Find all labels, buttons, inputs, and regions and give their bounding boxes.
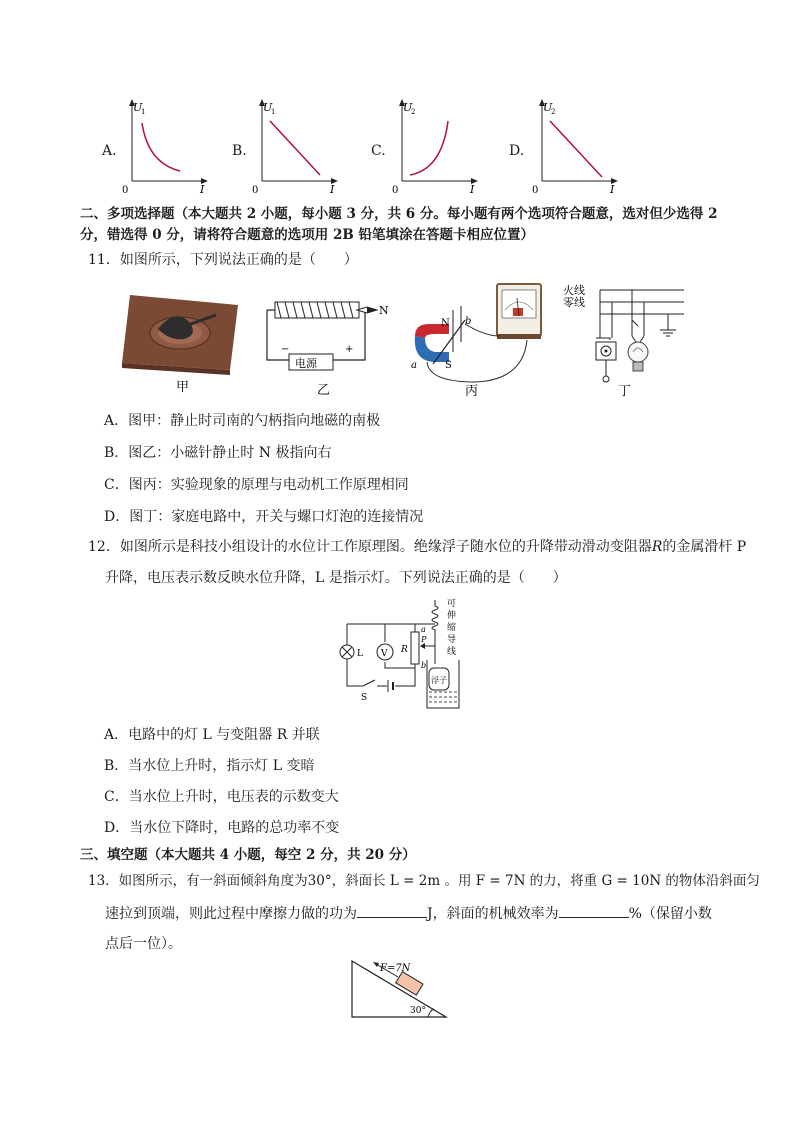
graph-option-a [120, 95, 210, 195]
q11-fig-bing [405, 280, 555, 400]
graph-option-b [250, 95, 340, 195]
section2-heading-line2: 分，错选得 0 分，请将符合题意的选项用 2B 铅笔填涂在答题卡相应位置） [80, 227, 534, 243]
svg-text:1: 1 [141, 108, 146, 116]
q12-option-c: C．当水位上升时，电压表的示数变大 [104, 789, 339, 805]
svg-text:0: 0 [532, 185, 539, 195]
q11-option-a: A．图甲：静止时司南的勺柄指向地磁的南极 [104, 413, 381, 429]
q12-option-a: A．电路中的灯 L 与变阻器 R 并联 [104, 727, 320, 743]
svg-text:2: 2 [411, 108, 416, 116]
svg-text:S: S [445, 360, 452, 371]
live-wire-label: 火线 [563, 284, 585, 297]
q13-line2: 速拉到顶端，则此过程中摩擦力做的功为 J，斜面的机械效率为 %（保留小数 [105, 903, 712, 924]
q12-option-b: B．当水位上升时，指示灯 L 变暗 [104, 758, 315, 774]
svg-text:线: 线 [447, 647, 457, 657]
svg-text:−: − [281, 344, 290, 355]
q13-blank-efficiency[interactable] [559, 903, 629, 918]
q12-stem-line1: 12．如图所示是科技小组设计的水位计工作原理图。绝缘浮子随水位的升降带动滑动变阻器R的金属滑杆 P [88, 539, 747, 555]
fig-label-jia: 甲 [176, 380, 190, 395]
svg-text:+: + [345, 344, 354, 355]
neutral-wire-label: 零线 [563, 296, 585, 309]
q11-option-b: B．图乙：小磁针静止时 N 极指向右 [104, 445, 332, 461]
svg-text:浮子: 浮子 [431, 676, 447, 685]
fig-label-ding: 丁 [618, 384, 632, 399]
graph-option-c-label: C. [371, 143, 386, 159]
svg-text:V: V [381, 649, 388, 659]
svg-text:P: P [421, 635, 427, 644]
q11-fig-ding [560, 280, 690, 400]
section2-heading-line1: 二、多项选择题（本大题共 2 小题，每小题 3 分，共 6 分。每小题有两个选项符合题意，选对但少选得 2 [80, 206, 718, 222]
svg-text:I: I [470, 183, 475, 195]
svg-text:R: R [401, 645, 408, 655]
q13-angle-label: 30° [410, 1006, 426, 1016]
graph-a-ylabel: U [133, 101, 143, 114]
q13-force-label: F=7N [380, 963, 411, 974]
svg-text:1: 1 [271, 108, 276, 116]
q11-stem: 11．如图所示，下列说法正确的是（ ） [88, 252, 358, 268]
q12-stem-line2: 升降，电压表示数反映水位升降，L 是指示灯。下列说法正确的是（ ） [105, 570, 567, 586]
q13-blank-friction-work[interactable] [357, 903, 427, 918]
svg-text:0: 0 [392, 185, 399, 195]
svg-text:N: N [379, 304, 389, 317]
q13-line3: 点后一位）。 [105, 936, 182, 952]
graph-option-c [390, 95, 480, 195]
svg-text:伸: 伸 [447, 611, 457, 621]
fig-label-bing: 丙 [465, 384, 479, 399]
svg-text:0: 0 [252, 185, 259, 195]
svg-text:N: N [441, 318, 450, 329]
svg-text:a: a [411, 360, 417, 371]
svg-text:I: I [610, 183, 615, 195]
svg-text:导: 导 [447, 635, 457, 645]
graph-option-d-label: D. [509, 143, 525, 159]
svg-text:U: U [403, 101, 413, 114]
svg-text:2: 2 [551, 108, 556, 116]
graph-option-b-label: B. [232, 143, 247, 159]
q11-fig-yi [255, 290, 400, 400]
q13-incline-figure [340, 955, 460, 1025]
svg-text:L: L [357, 649, 363, 659]
q11-option-c: C．图丙：实验现象的原理与电动机工作原理相同 [104, 477, 409, 493]
q11-fig-jia [118, 285, 248, 400]
svg-text:a: a [421, 625, 426, 634]
fig-label-yi: 乙 [317, 383, 331, 398]
svg-text:0: 0 [122, 185, 129, 195]
svg-text:可: 可 [447, 599, 457, 609]
q12-circuit-figure [335, 596, 475, 714]
q13-line1: 13．如图所示，有一斜面倾斜角度为30°，斜面长 L = 2m 。用 F = 7N 的力，将重 G = 10N 的物体沿斜面匀 [88, 873, 760, 889]
svg-text:b: b [465, 316, 472, 327]
graph-options-row [0, 95, 800, 200]
svg-text:I: I [200, 183, 205, 195]
svg-text:U: U [543, 101, 553, 114]
q11-option-d: D．图丁：家庭电路中，开关与螺口灯泡的连接情况 [104, 509, 424, 525]
svg-text:b: b [421, 661, 427, 670]
graph-option-d [530, 95, 625, 195]
q12-option-d: D．当水位下降时，电路的总功率不变 [104, 820, 340, 836]
svg-text:S: S [361, 693, 368, 703]
section3-heading: 三、填空题（本大题共 4 小题，每空 2 分，共 20 分） [80, 847, 416, 863]
svg-text:U: U [263, 101, 273, 114]
svg-text:I: I [330, 183, 335, 195]
fig2-power-label: 电源 [295, 357, 317, 370]
graph-option-a-label: A. [102, 143, 117, 159]
svg-text:缩: 缩 [447, 623, 457, 633]
